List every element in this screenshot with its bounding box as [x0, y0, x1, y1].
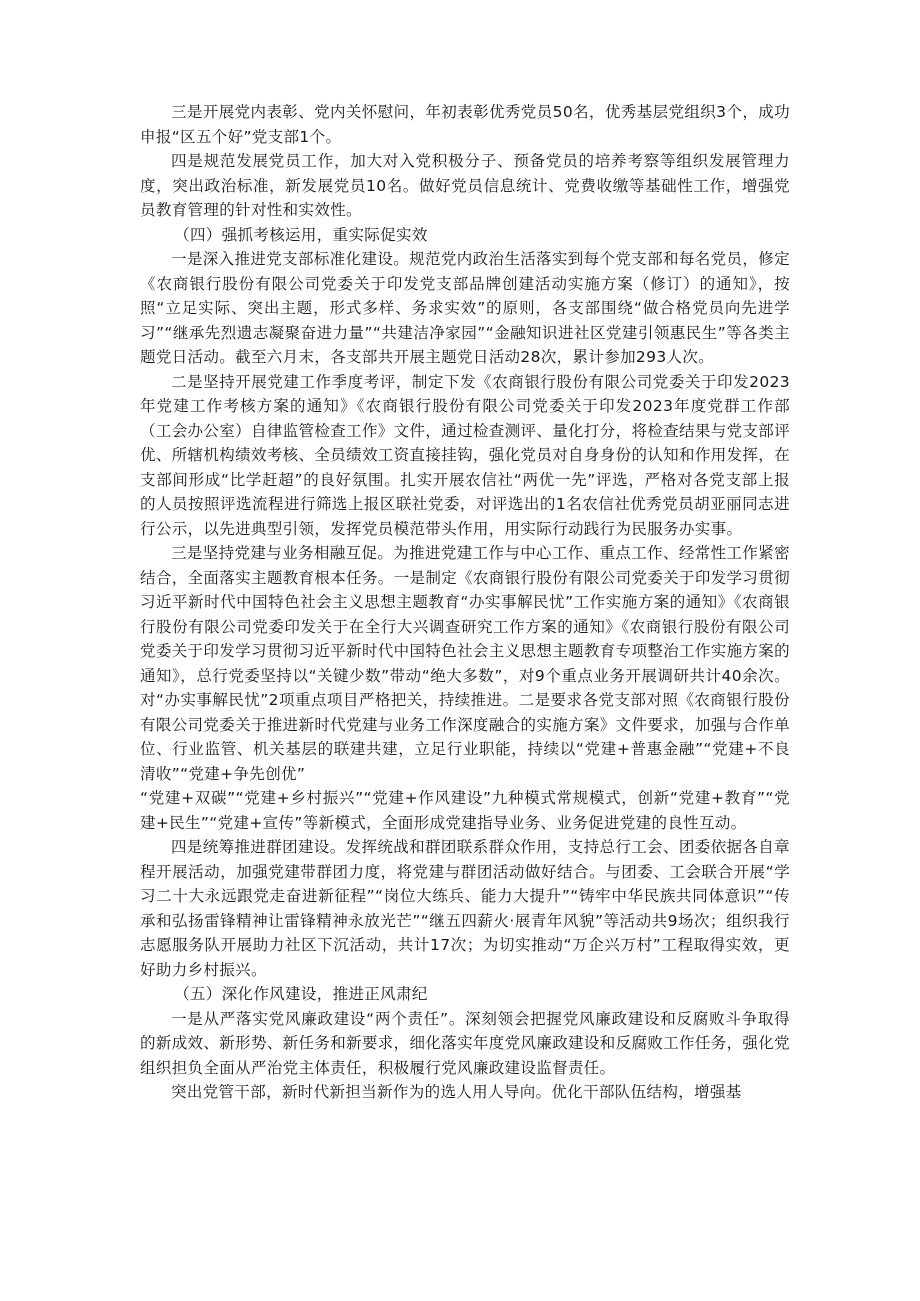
paragraph-quarterly-evaluation: 二是坚持开展党建工作季度考评，制定下发《农商银行股份有限公司党委关于印发2023年党建工作考核方案的通知》《农商银行股份有限公司党委关于印发2023年度党群工作部（工会办公室）自律监管检查工作》文件，通过检查测评、量化打分，将检查结果与党支部评优、所辖机构绩效考核、全员绩效工资直接挂钩，强化党员对自身身份的认知和作用发挥，在支部间形成“比学赶超”的良好氛围。扎实开展农信社“两优一先”评选，严格对各党支部上报的人员按照评选流程进行筛选上报区联社党委，对评选出的1名农信社优秀党员胡亚丽同志进行公示，以先进典型引领，发挥党员模范带头作用，用实际行动践行为民服务办实事。 — [140, 372, 790, 538]
paragraph-member-development: 四是规范发展党员工作，加大对入党积极分子、预备党员的培养考察等组织发展管理力度，突出政治标准，新发展党员10名。做好党员信息统计、党费收缴等基础性工作，增强党员教育管理的针对性和实效性。 — [140, 152, 790, 219]
paragraph-mass-organizations: 四是统筹推进群团建设。发挥统战和群团联系群众作用，支持总行工会、团委依据各自章程开展活动，加强党建带群团力度，将党建与群团活动做好结合。与团委、工会联合开展“学习二十大永远跟党走奋进新征程”“岗位大练兵、能力大提升”“铸牢中华民族共同体意识”“传承和弘扬雷锋精神让雷锋精神永放光芒”“继五四薪火·展青年风貌”等活动共9场次；组织我行志愿服务队开展助力社区下沉活动，共计17次；为切实推动“万企兴万村”工程取得实效，更好助力乡村振兴。 — [140, 838, 790, 979]
section-heading-5: （五）深化作风建设，推进正风肃纪 — [174, 985, 428, 1003]
section-heading-4: （四）强抓考核运用，重实际促实效 — [174, 225, 428, 244]
paragraph-standardization: 一是深入推进党支部标准化建设。规范党内政治生活落实到每个党支部和每名党员，修定《农商银行股份有限公司党委关于印发党支部品牌创建活动实施方案（修订）的通知》，按照“立足实际、突出主题，形式多样、务求实效”的原则，各支部围绕“做合格党员向先进学习”“继承先烈遗志凝聚奋进力量”“共建洁净家园”“金融知识进社区党建引领惠民生”等各类主题党日活动。截至六月末，各支部共开展主题党日活动28次，累计参加293人次。 — [140, 250, 790, 366]
paragraph-two-responsibilities: 一是从严落实党风廉政建设“两个责任”。深刻领会把握党风廉政建设和反腐败斗争取得的新成效、新形势、新任务和新要求，细化落实年度党风廉政建设和反腐败工作任务，强化党组织担负全面从严治党主体责任，积极履行党风廉政建设监督责任。 — [140, 1009, 790, 1077]
paragraph-commendation: 三是开展党内表彰、党内关怀慰问，年初表彰优秀党员50名，优秀基层党组织3个，成功申报“区五个好”党支部1个。 — [140, 103, 790, 146]
paragraph-integration-continued: “党建+双碳”“党建+乡村振兴”“党建+作风建设”九种模式常规模式，创新“党建+教育”“党建+民生”“党建+宣传”等新模式，全面形成党建指导业务、业务促进党建的良性互动。 — [140, 789, 790, 832]
document-body — [140, 100, 790, 1105]
paragraph-cadre-management: 突出党管干部，新时代新担当新作为的选人用人导向。优化干部队伍结构，增强基 — [171, 1083, 742, 1101]
paragraph-party-business-integration: 三是坚持党建与业务相融互促。为推进党建工作与中心工作、重点工作、经常性工作紧密结合，全面落实主题教育根本任务。一是制定《农商银行股份有限公司党委关于印发学习贯彻习近平新时代中国特色社会主义思想主题教育“办实事解民忧”工作实施方案的通知》《农商银行股份有限公司党委印发关于在全行大兴调查研究工作方案的通知》《农商银行股份有限公司党委关于印发学习贯彻习近平新时代中国特色社会主义思想主题教育专项整治工作实施方案的通知》，总行党委坚持以“关键少数”带动“绝大多数”，对9个重点业务开展调研共计40余次。对“办实事解民忧”2项重点项目严格把关，持续推进。二是要求各党支部对照《农商银行股份有限公司党委关于推进新时代党建与业务工作深度融合的实施方案》文件要求，加强与合作单位、行业监管、机关基层的联建共建，立足行业职能，持续以“党建+普惠金融”“党建+不良清收”“党建+争先创优” — [140, 544, 790, 783]
